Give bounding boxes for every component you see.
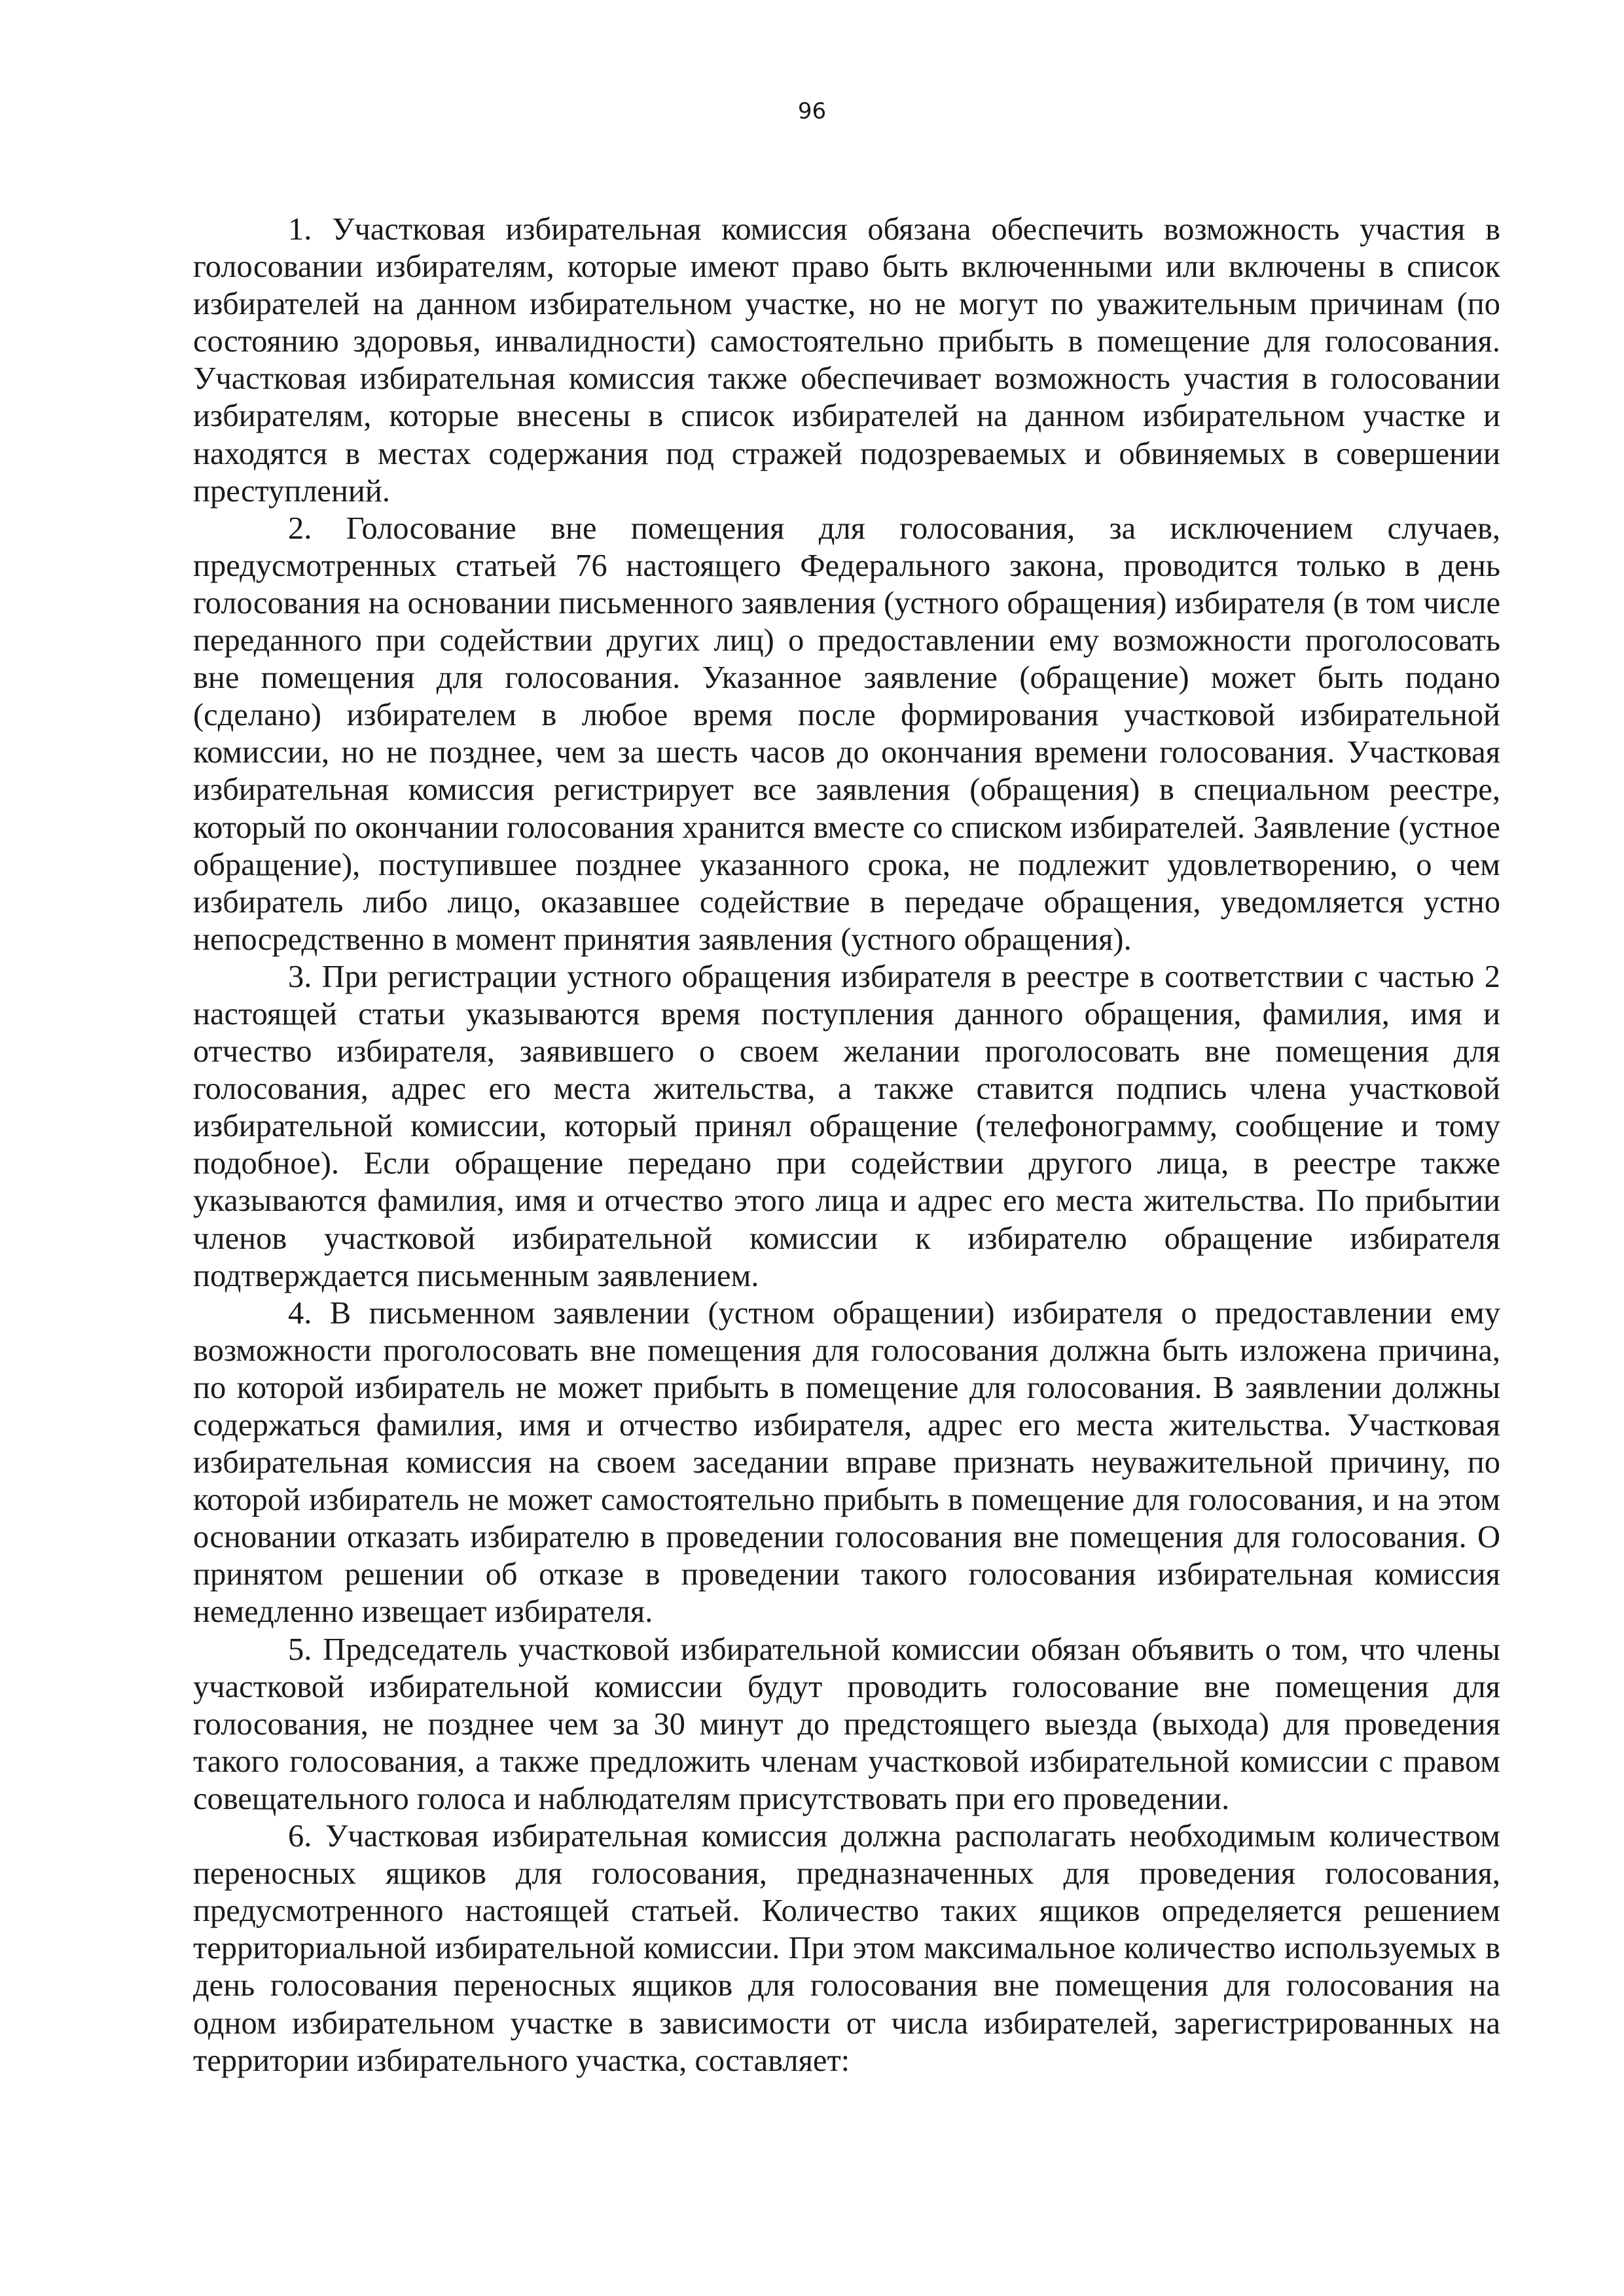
paragraph-5: 5. Председатель участковой избирательной комиссии обязан объявить о том, что члены участковой избирательной комиссии будут проводить голосование вне помещения для голосования, не позднее чем за 30 минут до предстоящего выезда (выхода) для проведения такого голосования, а также предложить членам участковой избирательной комиссии с правом совещательного голоса и наблюдателям присутствовать при его проведении. xyxy=(193,1632,1500,1816)
paragraph-1: 1. Участковая избирательная комиссия обязана обеспечить возможность участия в голосовании избирателям, которые имеют право быть включенными или включены в список избирателей на данном избирательном участке, но не могут по уважительным причинам (по состоянию здоровья, инвалидности) самостоятельно прибыть в помещение для голосования. Участковая избирательная комиссия также обеспечивает возможность участия в голосовании избирателям, которые внесены в список избирателей на данном избирательном участке и находятся в местах содержания под стражей подозреваемых и обвиняемых в совершении преступлений. xyxy=(193,212,1500,509)
page-number: 96 xyxy=(797,98,827,124)
paragraph-4: 4. В письменном заявлении (устном обращении) избирателя о предоставлении ему возможности проголосовать вне помещения для голосования должна быть изложена причина, по которой избиратель не может прибыть в помещение для голосования. В заявлении должны содержаться фамилия, имя и отчество избирателя, адрес его места жительства. Участковая избирательная комиссия на своем заседании вправе признать неуважительной причину, по которой избиратель не может самостоятельно прибыть в помещение для голосования, и на этом основании отказать избирателю в проведении голосования вне помещения для голосования. О принятом решении об отказе в проведении такого голосования избирательная комиссия немедленно извещает избирателя. xyxy=(193,1295,1500,1630)
paragraph-2: 2. Голосование вне помещения для голосования, за исключением случаев, предусмотренных статьей 76 настоящего Федерального закона, проводится только в день голосования на основании письменного заявления (устного обращения) избирателя (в том числе переданного при содействии других лиц) о предоставлении ему возможности проголосовать вне помещения для голосования. Указанное заявление (обращение) может быть подано (сделано) избирателем в любое время после формирования участковой избирательной комиссии, но не позднее, чем за шесть часов до окончания времени голосования. Участковая избирательная комиссия регистрирует все заявления (обращения) в специальном реестре, который по окончании голосования хранится вместе со списком избирателей. Заявление (устное обращение), поступившее позднее указанного срока, не подлежит удовлетворению, о чем избиратель либо лицо, оказавшее содействие в передаче обращения, уведомляется устно непосредственно в момент принятия заявления (устного обращения). xyxy=(193,511,1500,957)
paragraph-6: 6. Участковая избирательная комиссия должна располагать необходимым количеством переносных ящиков для голосования, предназначенных для проведения голосования, предусмотренного настоящей статьей. Количество таких ящиков определяется решением территориальной избирательной комиссии. При этом максимальное количество используемых в день голосования переносных ящиков для голосования вне помещения для голосования на одном избирательном участке в зависимости от числа избирателей, зарегистрированных на территории избирательного участка, составляет: xyxy=(193,1819,1500,2078)
article-body xyxy=(193,211,1500,2079)
paragraph-3: 3. При регистрации устного обращения избирателя в реестре в соответствии с частью 2 настоящей статьи указываются время поступления данного обращения, фамилия, имя и отчество избирателя, заявившего о своем желании проголосовать вне помещения для голосования, адрес его места жительства, а также ставится подпись члена участковой избирательной комиссии, который принял обращение (телефонограмму, сообщение и тому подобное). Если обращение передано при содействии другого лица, в реестре также указываются фамилия, имя и отчество этого лица и адрес его места жительства. По прибытии членов участковой избирательной комиссии к избирателю обращение избирателя подтверждается письменным заявлением. xyxy=(193,959,1500,1293)
